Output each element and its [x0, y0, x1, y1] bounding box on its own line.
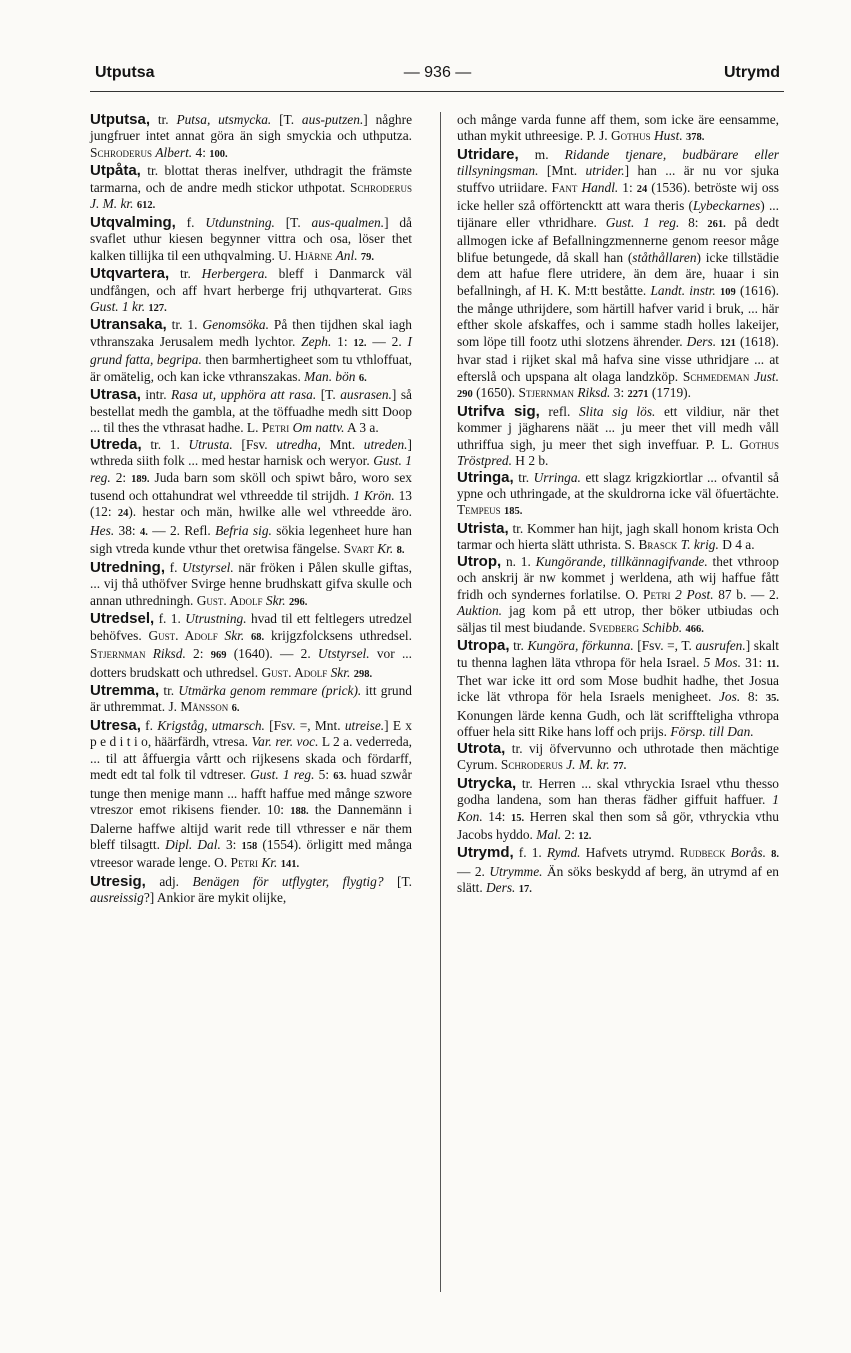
left-column — [90, 112, 412, 907]
dictionary-entry — [90, 317, 412, 387]
author-name: Schroderus — [500, 757, 563, 773]
header-rule — [90, 91, 784, 92]
entry-text: huad szwår tunge then menige mann ... hafft haffue med månge szwore vtreszor emot rikisens fiender. 10: — [90, 767, 412, 818]
italic-text: Riksd. — [577, 385, 611, 401]
entry-text: [Fsv. =, Mnt. — [264, 717, 345, 733]
author-name: Gothus — [739, 436, 779, 452]
headword: Utrota, — [457, 739, 506, 757]
entry-text: Konungen lärde kenna Gudh, och lät scriffteligha vthropa offuer hela sitt Rike hans loff och prijs. — [457, 707, 779, 740]
italic-text: Putsa, utsmycka. — [176, 112, 272, 127]
entry-text: m. — [518, 146, 565, 162]
reference-number: 261. — [707, 218, 726, 230]
entry-text: f. 1. — [513, 845, 547, 861]
author-name: Brasck — [638, 537, 678, 553]
entry-text: [Mnt. — [538, 163, 586, 179]
italic-text: Mal. — [536, 827, 562, 843]
italic-text: utreise. — [344, 717, 385, 733]
entry-text: f. 1. — [154, 611, 186, 627]
entry-text: f. — [165, 559, 183, 575]
italic-text: Anl. — [335, 247, 358, 263]
entry-text: L 2 a. vederreda, ... til att åffuergia vårtt och rijkesens skada och fördarff, medt edt tal folk til vdtreser. — [90, 734, 412, 783]
entry-text: the Dannemänn i Dalerne haffwe altijd warit rede till vthresser e när them bleff tilsagtt. — [90, 802, 413, 853]
italic-text: Lybeckarnes — [693, 198, 761, 214]
running-head-right: Utrymd — [723, 64, 780, 81]
headword: Utresa, — [90, 716, 141, 734]
headword: Utrista, — [457, 519, 509, 537]
dictionary-entry — [457, 554, 779, 638]
author-name: Gothus — [610, 128, 651, 144]
italic-text: Befria sig. — [215, 522, 272, 538]
entry-text: adj. — [145, 873, 193, 889]
dictionary-entry — [90, 683, 412, 718]
dictionary-entry — [457, 112, 779, 147]
headword: Utpåta, — [90, 162, 141, 180]
italic-text: Gust. 1 reg. — [605, 214, 680, 230]
entry-text: tr. Kommer han hijt, jagh skall honom krista Och tarmar och hierta slätt uthrista. S. — [457, 520, 779, 553]
reference-number: 79. — [360, 251, 375, 263]
dictionary-entry — [90, 215, 412, 266]
entry-text: sökia legenheet hure han sigh vtreda kunde vthur thet oretwisa fängelse. — [90, 522, 412, 557]
entry-text: Mnt. — [320, 436, 364, 452]
author-name: Schroderus — [90, 144, 152, 160]
author-name: Petri — [230, 855, 258, 871]
entry-text: 2: — [561, 827, 579, 843]
dictionary-entry — [457, 741, 779, 776]
entry-text: Juda barn som sköll och spiwt båro, woro sex tusend och ottahundrat wel vthreedde til strijdh. — [90, 469, 412, 503]
reference-number: 296. — [288, 596, 308, 608]
entry-text: [T. — [271, 112, 302, 127]
reference-number: 68. — [251, 631, 265, 643]
italic-text: Gust. 1 kr. — [90, 298, 146, 314]
reference-number: 188. — [290, 806, 309, 818]
entry-text: och månge varda funne aff them, som icke äre eensamme, uthan mykit uthreesige. P. J. — [457, 112, 779, 144]
reference-number: 24 — [117, 508, 129, 520]
author-name: Svart — [343, 541, 374, 557]
entry-text: tr. 1. — [166, 317, 203, 333]
italic-text: 2 Post. — [675, 586, 714, 602]
reference-number: 185. — [504, 506, 523, 518]
entry-text: (1719). — [648, 385, 691, 401]
entry-text: (1640). — 2. — [226, 646, 318, 662]
italic-text: Skr. — [224, 627, 245, 643]
entry-text: (1554). örligitt med många vtreesor warade lenge. O. — [90, 837, 412, 871]
entry-text: när fröken i Pålen skulle giftas, ... vij thå uthöfver Svirge henne brudhskatt gifva skulle och annan uthredningh. — [90, 559, 412, 608]
italic-text: Schibb. — [642, 619, 683, 635]
entry-text: 4: — [192, 144, 210, 160]
entry-text: [T. — [274, 214, 312, 230]
entry-text: f. — [140, 717, 158, 733]
author-name: Stjernman — [518, 385, 574, 401]
italic-text: T. krig. — [680, 537, 719, 553]
headword: Utringa, — [457, 468, 514, 486]
italic-text: Kr. — [377, 541, 394, 557]
dictionary-entry — [90, 874, 412, 907]
headword: Utropa, — [457, 637, 510, 655]
reference-number: 12. — [353, 337, 367, 349]
italic-text: 1 Krön. — [353, 487, 395, 503]
italic-text: Tröstpred. — [457, 453, 512, 469]
italic-text: Herbergera. — [201, 266, 268, 282]
reference-number: 77. — [613, 761, 627, 773]
entry-text: — 2. — [366, 333, 408, 349]
italic-text: Utrymme. — [489, 863, 543, 879]
italic-text: utrider. — [585, 163, 625, 179]
headword: Utputsa, — [90, 111, 150, 128]
entry-text: tr. Herren ... skal vthryckia Israel vthu thesso godha landena, som han theras fädher giffuit haffuer. — [457, 775, 779, 808]
entry-text: (1536). betröste wij oss icke heller szå offörtencktt att wara theris ( — [457, 179, 779, 214]
reference-number: 17. — [518, 884, 532, 896]
dictionary-entry — [90, 266, 412, 317]
entry-text: 2: — [185, 646, 211, 662]
column-divider — [440, 112, 441, 1292]
italic-text: Var. rer. voc. — [251, 734, 319, 750]
author-name: Petri — [261, 420, 290, 436]
reference-number: 100. — [209, 148, 228, 160]
entry-text: intr. — [140, 387, 172, 403]
italic-text: Utrusta. — [188, 436, 233, 452]
entry-text: 13 (12: — [90, 487, 412, 520]
author-name: Tempeus — [457, 502, 501, 518]
entry-text: krijgzfolcksens uthredsel. — [264, 627, 412, 643]
reference-number: 298. — [353, 668, 373, 680]
italic-text: ausreissig — [90, 890, 144, 906]
italic-text: utredha, — [276, 436, 321, 452]
italic-text: Kungörande, tillkännagifvande. — [535, 553, 708, 569]
entry-text: ] så bestellat medh the gambla, at the töffuadhe medh sitt Doop ... til thes the vthrasat hadhe. L. — [90, 387, 413, 436]
italic-text: Genomsöka. — [202, 317, 269, 333]
reference-number: 109 — [719, 286, 736, 298]
reference-number: 4. — [140, 526, 148, 538]
italic-text: ståthållaren — [632, 249, 697, 265]
headword: Utredning, — [90, 558, 165, 576]
entry-text: 87 b. — 2. — [713, 586, 779, 602]
entry-text: [Fsv. — [232, 436, 277, 452]
entry-text: 8: — [740, 689, 766, 705]
reference-number: 63. — [333, 771, 347, 783]
entry-text: ] wthreda siith folk ... med hestar harnisk och weryor. — [90, 436, 412, 469]
page-number: — 936 — — [403, 64, 472, 81]
italic-text: utreden. — [363, 436, 408, 452]
reference-number: 2271 — [627, 389, 649, 401]
italic-text: Hes. — [90, 522, 115, 538]
entry-text — [145, 646, 152, 661]
italic-text: Hust. — [654, 128, 683, 144]
right-column — [457, 112, 779, 899]
entry-text: vor ... dotters brudskatt och uthredsel. — [90, 646, 412, 680]
entry-text: 8: — [679, 214, 708, 230]
reference-number: 127. — [148, 302, 167, 314]
entry-text: Hafvets utrymd. — [580, 845, 680, 861]
reference-number: 6. — [358, 372, 367, 384]
dictionary-entry — [90, 718, 412, 874]
entry-text: tr. — [169, 266, 202, 282]
entry-text: (1618). hvar stad i rijket skal må hafva sine visse uthridjare ... at efterslå och upspana alt olaga landzköp. — [457, 333, 779, 384]
author-name: Fant — [551, 179, 578, 195]
author-name: Gust. Adolf — [148, 627, 218, 643]
reference-number: 6. — [231, 703, 240, 715]
entry-text: Än söks beskydd af berg, än utrymd af en slätt. — [457, 863, 779, 896]
author-name: Svedberg — [589, 619, 639, 635]
entry-text: n. 1. — [501, 553, 536, 569]
italic-text: Utdunstning. — [205, 214, 275, 230]
reference-number: 8. — [771, 849, 779, 861]
headword: Utqvartera, — [90, 265, 170, 283]
italic-text: Kr. — [261, 855, 278, 871]
author-name: Gust. Adolf — [196, 592, 263, 608]
entry-text: tr. — [150, 112, 177, 127]
entry-text: f. — [175, 214, 206, 230]
reference-number: 12. — [578, 831, 592, 843]
italic-text: Försp. till Dan. — [670, 724, 754, 740]
dictionary-entry — [90, 112, 412, 163]
author-name: Rudbeck — [679, 845, 726, 861]
entry-text: D 4 a. — [718, 537, 755, 553]
headword: Utqvalming, — [90, 213, 176, 231]
italic-text: Zeph. — [301, 333, 332, 349]
entry-text: 1: — [618, 179, 637, 195]
author-name: Stjernman — [90, 646, 146, 662]
dictionary-entry — [457, 470, 779, 521]
entry-text: [Fsv. =, T. — [633, 638, 696, 654]
italic-text: Rymd. — [546, 845, 581, 861]
entry-text: hvad til ett feltlegers utredzel behöfves. — [90, 611, 412, 643]
dictionary-entry — [90, 437, 412, 560]
italic-text: Jos. — [718, 689, 741, 705]
dictionary-entry — [90, 163, 412, 214]
dictionary-entry — [457, 404, 779, 470]
entry-text: jag kom på ett utrop, ther böker utbiudas och säljas til mest biudande. — [457, 603, 779, 635]
headword: Utrasa, — [90, 386, 141, 404]
italic-text: Utstyrsel. — [317, 646, 370, 662]
entry-text: tr. — [509, 638, 528, 654]
reference-number: 612. — [136, 200, 156, 212]
entry-text: (1650). — [472, 385, 519, 401]
italic-text: J. M. kr. — [566, 757, 610, 773]
reference-number: 141. — [280, 859, 300, 871]
italic-text: Borås. — [730, 845, 766, 861]
italic-text: Rasa ut, upphöra att rasa. — [171, 387, 317, 403]
entry-text: [T. — [383, 873, 413, 889]
reference-number: 35. — [765, 693, 779, 705]
italic-text: Kungöra, förkunna. — [527, 638, 634, 654]
entry-text: ] skalt tu thenna laghen läta vthropa för hela Israel. — [457, 638, 780, 670]
running-head-left: Utputsa — [95, 64, 155, 81]
italic-text: Ders. — [486, 880, 516, 896]
entry-text: ] då svaflet uthur kiesen begynner vittra och osa, löser thet kalken tillijka til een uthqvalming. U. — [90, 214, 412, 263]
entry-text: 3: — [220, 837, 242, 853]
italic-text: Skr. — [330, 664, 351, 680]
entry-text: tr. vij öfvervunno och uthrotade then mächtige Cyrum. — [457, 740, 779, 773]
italic-text: Utstyrsel. — [182, 559, 234, 575]
reference-number: 466. — [685, 623, 704, 635]
italic-text: Just. — [754, 368, 779, 384]
italic-text: ausrufen. — [695, 638, 746, 654]
headword: Utrymd, — [457, 844, 514, 862]
entry-text: — 2. Refl. — [147, 522, 216, 538]
reference-number: 11. — [766, 658, 779, 670]
dictionary-entry — [90, 560, 412, 611]
entry-text: A 3 a. — [344, 420, 379, 436]
headword: Utredsel, — [90, 610, 155, 628]
italic-text: Handl. — [581, 179, 619, 195]
author-name: Schroderus — [350, 179, 412, 195]
entry-text: — 2. — [457, 863, 490, 879]
author-name: Girs — [388, 282, 412, 298]
entry-text: på dedt allmogen icke af Befallningzmennerne genom reesor måge blifue betungede, då skall han ( — [457, 214, 779, 265]
author-name: Hjärne — [294, 247, 333, 263]
italic-text: aus-qualmen. — [311, 214, 385, 230]
entry-text: [T. — [316, 387, 341, 403]
author-name: Petri — [643, 586, 671, 602]
reference-number: 290 — [457, 389, 473, 401]
reference-number: 969 — [210, 650, 227, 662]
italic-text: J. M. kr. — [90, 196, 134, 212]
reference-number: 15. — [510, 812, 525, 824]
dictionary-entry — [457, 638, 779, 741]
italic-text: Albert. — [155, 144, 193, 160]
dictionary-entry — [457, 845, 779, 898]
reference-number: 8. — [396, 545, 405, 557]
italic-text: Utrustning. — [185, 611, 247, 627]
italic-text: Man. bön — [304, 368, 356, 384]
dictionary-entry — [90, 611, 412, 683]
entry-text: tr. — [513, 469, 534, 485]
italic-text: Utmärka genom remmare (prick). — [178, 682, 362, 698]
entry-text: 38: — [114, 522, 140, 538]
entry-text: Herren skal then som så gör, vthryckia vthu Jacobs hyddo. — [457, 808, 780, 843]
headword: Utrop, — [457, 552, 502, 570]
entry-text: H 2 b. — [511, 453, 549, 469]
dictionary-entry — [457, 521, 779, 554]
entry-text: På then tijdhen skal iagh vthranszaka Jerusalem medh lychtor. — [90, 317, 413, 349]
italic-text: Om nattv. — [292, 420, 345, 436]
entry-text: refl. — [539, 403, 579, 419]
reference-number: 378. — [686, 132, 705, 144]
entry-text: ett slagz krigzkiortlar ... ofvantil så ypne och uthringade, at the skuldrorna icke väl öfuertächte. — [457, 469, 780, 501]
italic-text: Dipl. Dal. — [165, 837, 221, 853]
entry-text: Thet war icke itt ord som Mose budhit hadhe, thet Josua icke lät vthropa för hela Israels menigheet. — [457, 672, 779, 705]
entry-text — [218, 628, 225, 643]
dictionary-entry — [90, 387, 412, 436]
headword: Utresig, — [90, 872, 146, 890]
dictionary-entry — [457, 776, 779, 846]
headword: Utransaka, — [90, 316, 167, 334]
entry-text: ). hestar och män, hwilke alle wel vthreedde äro. — [128, 504, 413, 520]
italic-text: Slita sig lös. — [578, 403, 656, 419]
reference-number: 158 — [241, 841, 258, 853]
entry-text: ] E x p e d i t i o, häärfärdh, vtresa. — [90, 717, 412, 750]
entry-text: then barmhertigheet som tu vthloffuat, är omätelig, och kan icke vthranszakas. — [90, 352, 412, 384]
italic-text: Ridande tjenare, budbärare eller tillsyningsman. — [457, 146, 779, 179]
italic-text: Ders. — [686, 333, 717, 349]
italic-text: Riksd. — [152, 646, 186, 662]
reference-number: 121 — [720, 337, 736, 349]
entry-text: tr. blottat theras inelfver, uthdragit the främste tarmarna, och de andre medh stickor uthpotat. — [90, 163, 412, 195]
entry-text: 31: — [740, 654, 767, 670]
entry-text: 2: — [110, 469, 132, 485]
italic-text: Urringa. — [533, 469, 581, 485]
italic-text: Krigståg, utmarsch. — [157, 717, 265, 733]
entry-text: 3: — [610, 385, 628, 401]
italic-text: Benägen för utflygter, flygtig? — [192, 873, 384, 889]
page-header — [95, 64, 780, 86]
author-name: Schmedeman — [682, 368, 750, 384]
reference-number: 24 — [636, 183, 648, 195]
headword: Utridare, — [457, 145, 519, 163]
author-name: Gust. Adolf — [261, 664, 328, 680]
entry-text: 1: — [331, 333, 354, 349]
italic-text: Gust. 1 reg. — [250, 767, 315, 783]
entry-text: 5: — [314, 767, 334, 783]
entry-text: ) ... tijänare eller vthridhare. — [457, 198, 780, 230]
italic-text: Landt. instr. — [650, 282, 716, 298]
italic-text: 1 Kon. — [457, 792, 779, 824]
entry-text: tr. — [159, 682, 179, 698]
author-name: Månsson — [180, 699, 229, 715]
entry-text: itt grund är uthremmat. J. — [90, 682, 412, 715]
headword: Utremma, — [90, 681, 160, 699]
italic-text: ausrasen. — [340, 387, 392, 403]
italic-text: I grund fatta, begripa. — [90, 333, 412, 368]
italic-text: Skr. — [265, 592, 286, 608]
headword: Utrycka, — [457, 774, 517, 792]
entry-text: ] han ... är nu vor sjuka stuffvo utriidare. — [457, 163, 779, 195]
headword: Utreda, — [90, 435, 142, 453]
italic-text: 5 Mos. — [703, 654, 741, 670]
italic-text: Gust. 1 reg. — [90, 453, 412, 485]
entry-text: ett vildiur, när thet kommer j jägharens näät ... ju meer thet vill medh våll uthriffua sigh, ju meer thet sigh inveffuar. P. L. — [457, 403, 779, 452]
entry-text: ] någhre jungfruer intet annat göra än sigh smyckia och uthputza. — [90, 112, 413, 144]
entry-text: thet vthroop och anskrij är nw kommet j werldena, ath wij haffue fått fridh och syndernes forlatilse. O. — [457, 553, 779, 602]
reference-number: 189. — [131, 473, 150, 485]
entry-text: tr. 1. — [141, 436, 189, 452]
entry-text: ) icke tillstädie dem att hafue flere utridere, än dem äre, huaar i sin befallningh, af H. K. M:tt beståtte. — [457, 249, 779, 298]
headword: Utrifva sig, — [457, 402, 540, 420]
entry-text: 14: — [482, 808, 511, 824]
italic-text: Auktion. — [457, 603, 502, 619]
entry-text: (1616). the månge uthrijdere, som härtill hafver varid i bruk, ... här efther skole afskaffes, och i samme stadh holles lakeijer, som löpe till footz uthi slotzens ährender. — [457, 282, 779, 349]
dictionary-entry — [457, 147, 779, 404]
entry-text: ?] Ankior äre mykit olijke, — [143, 890, 287, 906]
entry-text: bleff i Danmarck väl undfången, och aff hvart herberge frij uthqvarterat. — [90, 266, 412, 298]
italic-text: aus-putzen. — [301, 112, 364, 127]
